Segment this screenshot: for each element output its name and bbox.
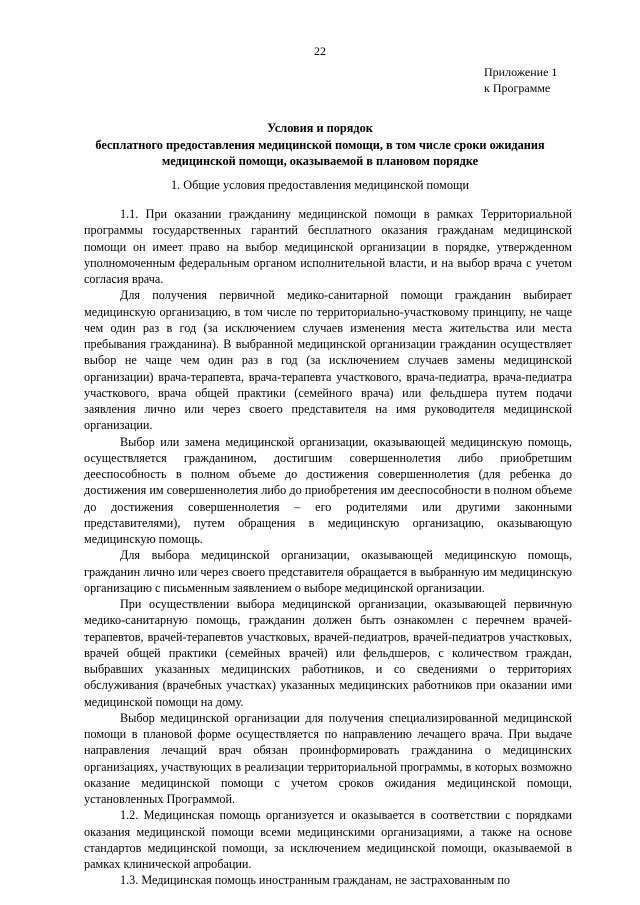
paragraph: Выбор медицинской организации для получения специализированной медицинской помощи в плановой форме осуществляется по направлению лечащего врача. При выдаче направления лечащий врач обязан проинформировать гражданина о медицинских организациях, участвующих в реализации территориальной программы, в которых возможно оказание медицинской помощи с учетом сроков ожидания медицинской помощи, установленных Программой. xyxy=(84,710,572,806)
body-text xyxy=(84,206,572,889)
page-number: 22 xyxy=(314,44,326,58)
paragraph: Для выбора медицинской организации, оказывающей медицинскую помощь, гражданин лично или через своего представителя обращается в выбранную им медицинскую организацию с письменным заявлением о выборе медицинской организации. xyxy=(84,548,572,595)
title-line-1: Условия и порядок xyxy=(267,121,373,135)
appendix-line-2: к Программе xyxy=(484,81,551,95)
paragraph: 1.3. Медицинская помощь иностранным гражданам, не застрахованным по xyxy=(120,873,510,888)
appendix-line-1: Приложение 1 xyxy=(484,65,558,79)
title-line-3: медицинской помощи, оказываемой в плановом порядке xyxy=(161,154,479,168)
paragraph: 1.1. При оказании гражданину медицинской помощи в рамках Территориальной программы государственных гарантий бесплатного оказания гражданам медицинской помощи он имеет право на выбор медицинской организации в порядке, утвержденном уполномоченным федеральным органом исполнительной власти, и на выбор врача с учетом согласия врача. xyxy=(84,207,572,286)
paragraph: 1.2. Медицинская помощь организуется и оказывается в соответствии с порядками оказания медицинской помощи всеми медицинскими организациями, а также на основе стандартов медицинской помощи, за исключением медицинской помощи, оказываемой в рамках клинической апробации. xyxy=(84,808,572,871)
section-heading: 1. Общие условия предоставления медицинской помощи xyxy=(170,178,470,192)
paragraph: Для получения первичной медико-санитарной помощи гражданин выбирает медицинскую организацию, в том числе по территориально-участковому принципу, не чаще чем один раз в год (за исключением случаев изменения места жительства или места пребывания гражданина). В выбранной медицинской организации гражданин осуществляет выбор не чаще чем один раз в год (за исключением случаев замены медицинской организации) врача-терапевта, врача-терапевта участкового, врача-педиатра, врача-педиатра участкового, врача общей практики (семейного врача) или фельдшера путем подачи заявления лично или через своего представителя на имя руководителя медицинской организации. xyxy=(84,288,572,433)
document-title xyxy=(60,120,580,170)
paragraph: При осуществлении выбора медицинской организации, оказывающей первичную медико-санитарную помощь, гражданин должен быть ознакомлен с перечнем врачей-терапевтов, врачей-терапевтов участковых, врачей-педиатров, врачей-педиатров участковых, врачей общей практики (семейных врачей) или фельдшеров, с количеством граждан, выбравших указанных медицинских работников, и со сведениями о территориях обслуживания (врачебных участках) указанных медицинских работников при оказании ими медицинской помощи на дому. xyxy=(84,597,572,709)
paragraph: Выбор или замена медицинской организации, оказывающей медицинскую помощь, осуществляется гражданином, достигшим совершеннолетия либо приобретшим дееспособность в полном объеме до достижения совершеннолетия (для ребенка до достижения им совершеннолетия либо до приобретения им дееспособности в полном объеме до достижения совершеннолетия – его родителями или другими законными представителями), путем обращения в медицинскую организацию, оказывающую медицинскую помощь. xyxy=(84,434,572,546)
appendix-note xyxy=(484,64,557,96)
title-line-2: бесплатного предоставления медицинской помощи, в том числе сроки ожидания xyxy=(95,137,545,152)
